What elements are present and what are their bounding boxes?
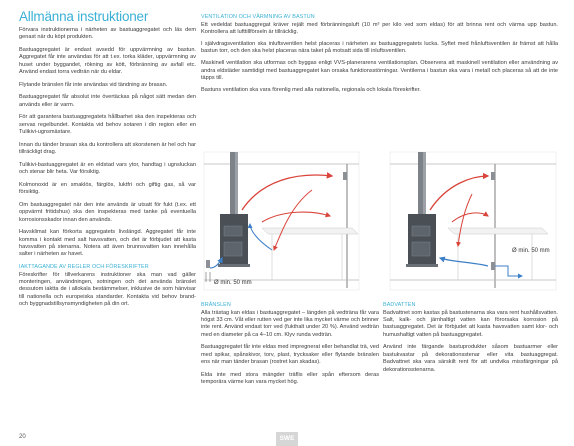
section-heading: VENTILATION OCH VÄRMNING AV BASTUN bbox=[201, 14, 315, 20]
paragraph: Tulikivi-bastuaggregatet är en eldstad vars ytor, handtag i ugnsluckan och stenar blir heta. Var försiktig. bbox=[19, 161, 196, 176]
paragraph: För att garantera bastuaggregatets hållbarhet ska den inspekteras och servas regelbundet. Kontakta vid behov sotaren i din region eller en Tulikivi-ugnsmästare. bbox=[19, 114, 196, 136]
section-heading: BRÄNSLEN bbox=[201, 302, 231, 308]
left-column bbox=[19, 10, 196, 314]
paragraph: Elda inte med stora mängder träflis eller spån eftersom deras temporära värme kan vara mycket hög. bbox=[201, 371, 379, 386]
bath-water-section bbox=[383, 302, 558, 379]
paragraph: Flytande bränslen får inte användas vid tändning av brasan. bbox=[19, 81, 168, 88]
paragraph: Ett vedeldat bastuaggregat kräver rejält med förbränningsluft (10 m³ per kilo ved som eldas) för att brinna rent och värma upp bastun. Kontrollera att lufttillförseln är tillräcklig. bbox=[201, 21, 558, 35]
section-heading: IAKTTAGANDE AV REGLER OCH FÖRESKRIFTER bbox=[19, 264, 149, 271]
figure-mechanical-ventilation bbox=[390, 152, 556, 290]
paragraph: Använd inte färgande bastuprodukter såsom bastuarmer eller bastukvastar på dekorationsstenar eller vita bastuaggregat. Badvattnet ska vara särskilt rent för att undvika missfärgningar på dekorationsstenarna. bbox=[383, 344, 558, 373]
paragraph: Förvara instruktionerna i närheten av bastuaggregatet och läs dem genast när du köpt produkten. bbox=[19, 27, 196, 41]
paragraph: Alla trästag kan eldas i bastuaggregatet – längden på vedträna får vara högst 33 cm. Våt eller rutten ved ger inte lika mycket värme och brinner inte rent. Använd endast torr ved (fukthalt under 20 %). Använd vedträn med en diameter på ca 4–10 cm. Klyv runda vedträn. bbox=[201, 309, 379, 338]
paragraph: Bastuaggregatet får inte eldas med impregnerat eller behandlat trä, ved med spikar, spånskivor, torv, plast, trycksaker eller flytande bränslen ens när man tänder brasan (rostret kan skadas). bbox=[201, 344, 379, 366]
paragraph: Badvattnet som kastas på bastustenarna ska vara rent hushållsvatten. Salt, kalk- och järnhaltigt vatten kan förorsaka korrosion på bastuaggregatet. Det är förbjudet att kasta havsvatten samt klor- och humushaltigt vatten på bastuaggregatet. bbox=[383, 309, 558, 338]
paragraph: Om bastuaggregatet när den inte används är utsatt för fukt (t.ex. ett oppvärmt fritidshus) ska den inspekteras med tanke på eventuella korrosionsskador innan den används. bbox=[19, 201, 196, 223]
paragraph: I självdragsventilation ska inluftsventilen helst placeras i närheten av bastuaggregatets lucka. Syftet med frånluftsventilen är främst att hålla bastun torr, och den ska helst placeras nära taket på motsatt sida till inluftsventilen. bbox=[201, 40, 558, 55]
diameter-label: Ø min. 50 mm bbox=[512, 248, 550, 254]
language-tab: SWE bbox=[276, 432, 298, 446]
ventilation-diagrams bbox=[202, 150, 558, 295]
figure-self-draught-ventilation bbox=[204, 152, 359, 290]
paragraph: Föreskrifter för tillverkarens instruktioner ska man vad gäller monteringen, användningen, sotningen och det använda bränslet dessutom iaktta de i allokala bestämmelser, inklusive de som hänvisar till nationella och europeiska standarder. Kontakta vid behov brand- och byggnadstillsynsmyndigheten på din ort. bbox=[19, 271, 196, 308]
right-column bbox=[201, 14, 558, 99]
paragraph: Havsklimat kan förkorta aggregatets livslängd. Aggregatet får inte komma i kontakt med salt havsvatten, och det är förbjudet att kasta havsvatten på stenarna. Notera att även brunnsvatten kan innehålla salter i närheten av havet. bbox=[19, 229, 196, 258]
diameter-label: Ø min. 50 mm bbox=[214, 280, 252, 286]
paragraph: Bastuns ventilation ska vara förenlig med alla nationella, regionala och lokala föreskrifter. bbox=[201, 87, 421, 94]
section-heading: BADVATTEN bbox=[383, 302, 416, 308]
page-number: 20 bbox=[19, 434, 26, 440]
fuels-section bbox=[201, 302, 379, 392]
paragraph: Bastuaggregatet får absolut inte övertäckas på något sätt medan den används eller är varm. bbox=[19, 94, 196, 108]
paragraph: Maskinell ventilation ska utformas och byggas enligt VVS-planerarens ventilationsplan. Observera att maskinell ventilation eller användning av andra eldstäder samtidigt med bastuaggregatet kan orsaka funktionsstörningar. Ventilerna i bastun ska vara i metall och placeras så att de inte täpps till. bbox=[201, 60, 558, 82]
paragraph: Kolmonoxid är en smaklös, färglös, luktfri och giftig gas, så var försiktig. bbox=[19, 181, 196, 196]
paragraph: Bastuaggregatet är endast avsedd för uppvärmning av bastun. Aggregatet får inte användas för att t.ex. torka kläder, uppvärmning av huset under byggandet, rökning av kött, förbränning av avfall etc. Använd endast torra vedträn när du eldar. bbox=[19, 47, 196, 76]
paragraph: Innan du tänder brasan ska du kontrollera att skorstenen är hel och har tillräckligt drag. bbox=[19, 141, 196, 156]
page-title: Allmänna instruktioner bbox=[19, 9, 149, 24]
ventilation-figures bbox=[202, 150, 558, 295]
